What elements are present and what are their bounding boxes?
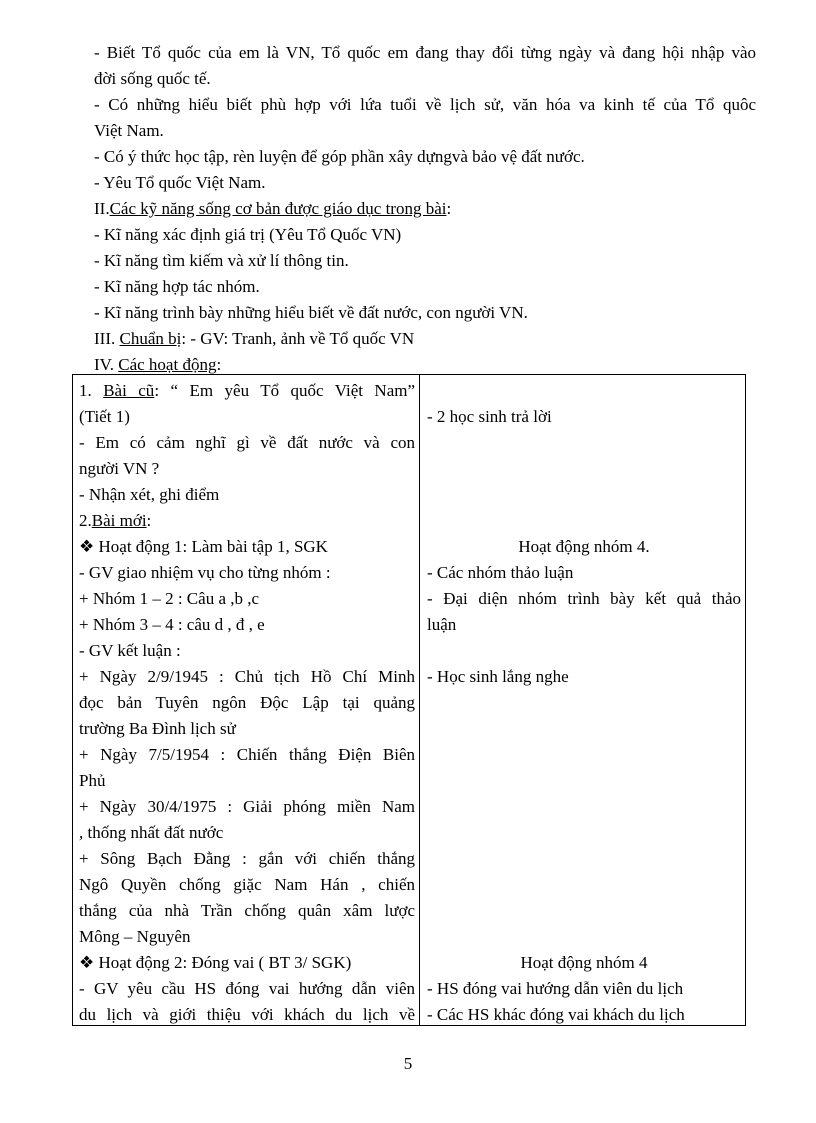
objective-line-2a: - Có những hiểu biết phù hợp với lứa tuổi về lịch sử, văn hóa va kinh tế của Tổ quôc: [94, 95, 756, 114]
section-2-colon: :: [446, 199, 452, 218]
section-3-number: III.: [94, 329, 120, 348]
activity-2-heading: ❖ Hoạt động 2: Đóng vai ( BT 3/ SGK): [79, 953, 352, 972]
right-line-6: - Học sinh lắng nghe: [427, 667, 569, 686]
activities-table: [72, 374, 746, 1026]
left-line-20: Ngô Quyền chống giặc Nam Hán , chiến: [79, 875, 415, 894]
section-4-title: Các hoạt động: [118, 355, 217, 374]
skill-1: - Kĩ năng xác định giá trị (Yêu Tổ Quốc VN): [94, 225, 402, 244]
left-line-13: đọc bản Tuyên ngôn Độc Lập tại quảng: [79, 693, 415, 712]
new-lesson-colon: :: [146, 511, 152, 530]
left-line-22: Mông – Nguyên: [79, 927, 191, 946]
left-line-21: thắng của nhà Trần chống quân xâm lược: [79, 901, 415, 920]
new-lesson-title: Bài mới: [91, 511, 147, 530]
section-4-number: IV.: [94, 355, 119, 374]
page-number: 5: [403, 1054, 413, 1073]
intro-section: [94, 40, 756, 378]
left-line-16: Phủ: [79, 771, 106, 790]
skill-4: - Kĩ năng trình bày những hiểu biết về đất nước, con người VN.: [94, 303, 528, 322]
left-line-18: , thống nhất đất nước: [79, 823, 224, 842]
left-line-19: + Sông Bạch Đằng : gắn với chiến thắng: [79, 849, 415, 868]
section-3-heading: [94, 326, 756, 352]
skill-2: - Kĩ năng tìm kiếm và xử lí thông tin.: [94, 251, 349, 270]
right-line-4: - Đại diện nhóm trình bày kết quả thảo: [427, 589, 741, 608]
left-line-2: (Tiết 1): [79, 407, 130, 426]
right-line-3: - Các nhóm thảo luận: [427, 563, 574, 582]
activity-1-heading: ❖ Hoạt động 1: Làm bài tập 1, SGK: [79, 537, 328, 556]
left-line-9: + Nhóm 1 – 2 : Câu a ,b ,c: [79, 589, 260, 608]
new-lesson-number: 2.: [79, 511, 92, 530]
old-lesson-number: 1.: [79, 381, 104, 400]
right-line-9: - Các HS khác đóng vai khách du lịch: [427, 1005, 685, 1024]
old-lesson-title: Bài cũ: [103, 381, 155, 400]
left-line-24: - GV yêu cầu HS đóng vai hướng dẫn viên: [79, 979, 415, 998]
left-line-11: - GV kết luận :: [79, 641, 181, 660]
section-2-title: Các kỹ năng sống cơ bản được giáo dục trong bài: [109, 199, 447, 218]
left-line-4: người VN ?: [79, 459, 160, 478]
left-line-12: + Ngày 2/9/1945 : Chủ tịch Hồ Chí Minh: [79, 667, 415, 686]
old-lesson-rest: : “ Em yêu Tổ quốc Việt Nam”: [154, 381, 416, 400]
left-line-10: + Nhóm 3 – 4 : câu d , đ , e: [79, 615, 265, 634]
group-activity-label-2: Hoạt động nhóm 4: [520, 953, 648, 972]
left-line-15: + Ngày 7/5/1954 : Chiến thắng Điện Biên: [79, 745, 415, 764]
left-line-6: [79, 508, 415, 534]
objective-line-4: - Yêu Tổ quốc Việt Nam.: [94, 173, 266, 192]
section-3-rest: : - GV: Tranh, ảnh về Tổ quốc VN: [181, 329, 415, 348]
skill-3: - Kĩ năng hợp tác nhóm.: [94, 277, 260, 296]
section-3-title: Chuẩn bị: [119, 329, 182, 348]
teacher-activities-column: [73, 375, 420, 1025]
group-activity-label-1: Hoạt động nhóm 4.: [518, 537, 650, 556]
section-4-colon: :: [216, 355, 222, 374]
left-line-17: + Ngày 30/4/1975 : Giải phóng miền Nam: [79, 797, 415, 816]
section-2-heading: [94, 196, 756, 222]
section-2-number: II.: [94, 199, 110, 218]
left-line-1: [79, 378, 415, 404]
objective-line-1a: - Biết Tổ quốc của em là VN, Tổ quốc em đang thay đổi từng ngày và đang hội nhập vào: [94, 43, 756, 62]
left-line-25: du lịch và giới thiệu với khách du lịch về: [79, 1005, 415, 1024]
right-line-8: - HS đóng vai hướng dẫn viên du lịch: [427, 979, 684, 998]
right-line-1: - 2 học sinh trả lời: [427, 407, 552, 426]
objective-line-1b: đời sống quốc tế.: [94, 69, 211, 88]
left-line-14: trường Ba Đình lịch sử: [79, 719, 236, 738]
objective-line-2b: Việt Nam.: [94, 121, 164, 140]
left-line-3: - Em có cảm nghĩ gì về đất nước và con: [79, 433, 415, 452]
left-line-5: - Nhận xét, ghi điểm: [79, 485, 220, 504]
left-line-8: - GV giao nhiệm vụ cho từng nhóm :: [79, 563, 331, 582]
right-line-5: luận: [427, 615, 457, 634]
student-activities-column: [421, 375, 745, 1025]
objective-line-3: - Có ý thức học tập, rèn luyện để góp phần xây dựngvà bảo vệ đất nước.: [94, 147, 585, 166]
